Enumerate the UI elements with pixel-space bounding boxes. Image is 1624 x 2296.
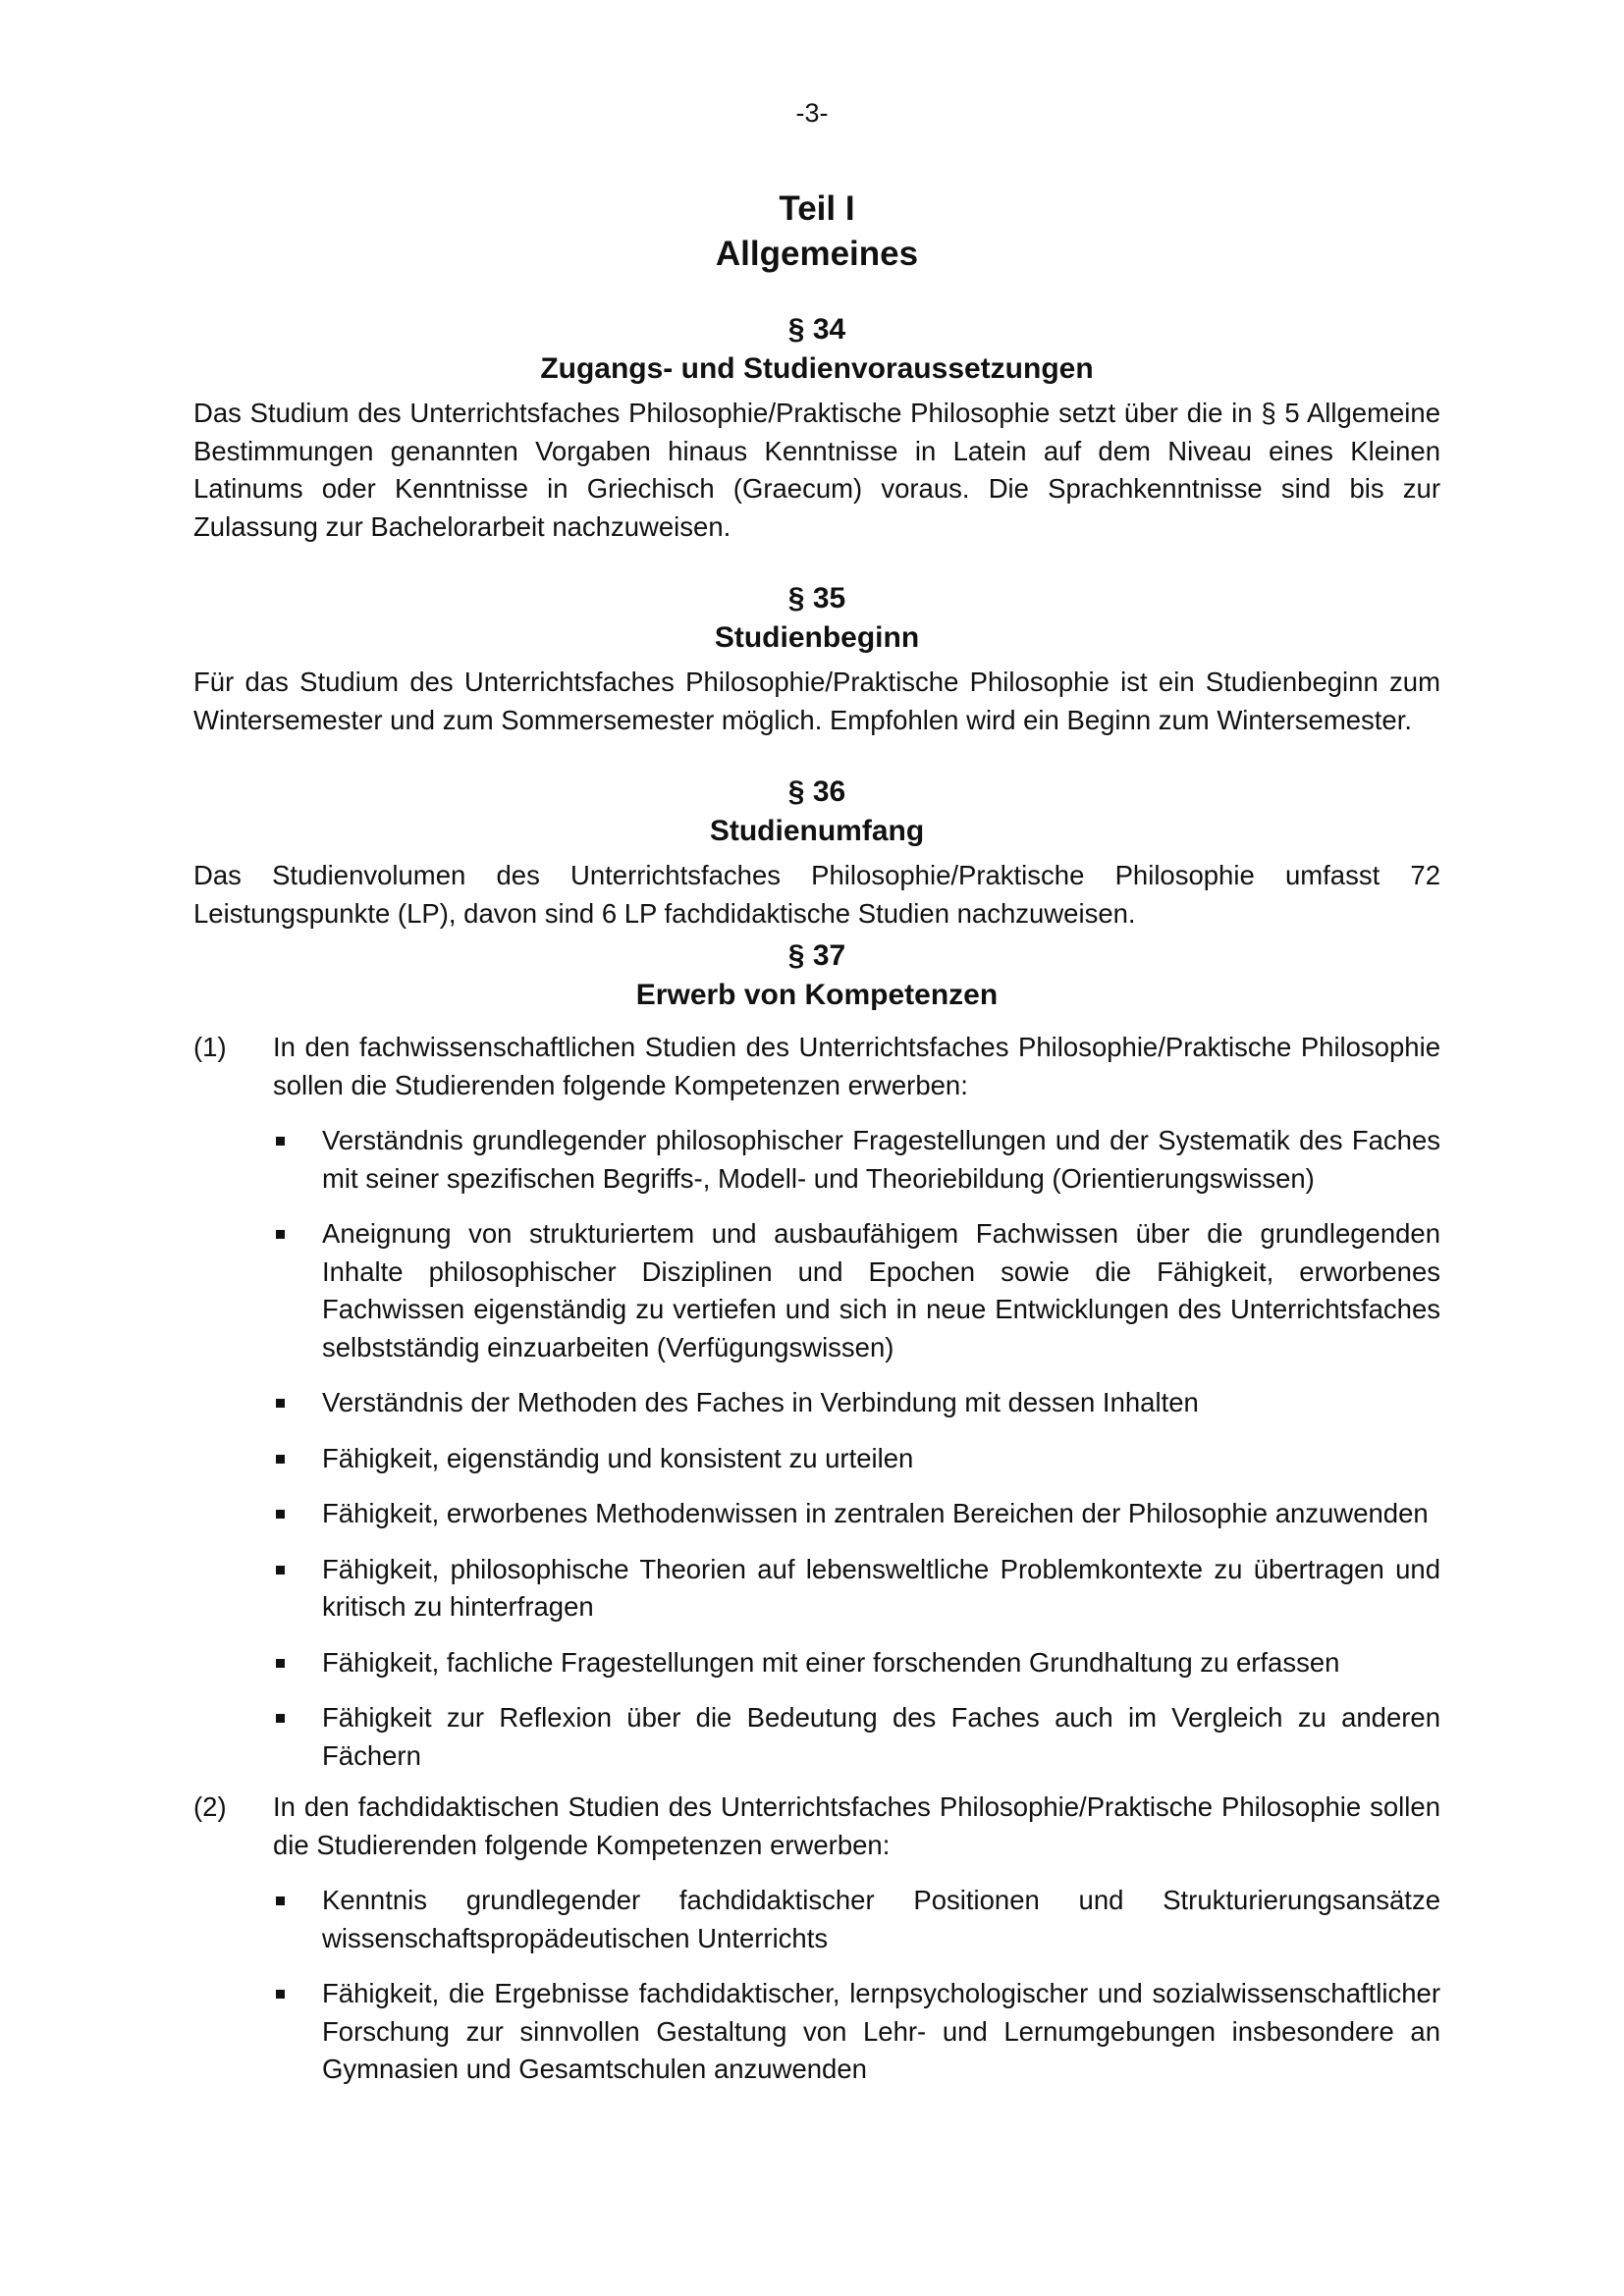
bullet-list [273,1882,1440,2089]
list-item-text: Fähigkeit, die Ergebnisse fachdidaktischer, lernpsychologischer und sozialwissenschaftlicher Forschung zur sinnvollen Gestaltung von Lehr- und Lernumgebungen insbesondere an Gymnasien und Gesamtschulen anzuwenden [322,1978,1440,2084]
section-number: § 35 [787,582,846,614]
section-number: § 36 [787,775,846,808]
square-bullet-icon [273,1551,322,1588]
list-item-text: Fähigkeit, eigenständig und konsistent zu urteilen [322,1442,914,1473]
square-bullet-icon [273,1384,322,1421]
list-item [273,1215,1440,1366]
list-item [273,1551,1440,1627]
section-title: Erwerb von Kompetenzen [635,979,999,1011]
list-item [273,1975,1440,2089]
square-bullet-icon [273,1440,322,1477]
section-text: Das Studium des Unterrichtsfaches Philosophie/Praktische Philosophie setzt über die in § 5 Allgemeine Bestimmungen genannten Vorgaben hinaus Kenntnisse in Latein auf dem Niveau eines Kleinen Latinums oder Kenntnisse in Griechisch (Graecum) voraus. Die Sprachkenntnisse sind bis zur Zulassung zur Bachelorarbeit nachzuweisen. [193,398,1440,542]
square-bullet-icon [273,1975,322,2012]
section-37 [193,936,1440,2089]
list-item-text: Fähigkeit zur Reflexion über die Bedeutung des Faches auch im Vergleich zu anderen Fächern [322,1702,1440,1771]
part-number: Teil I [779,189,855,228]
paragraph-label: (2) [193,1791,227,1822]
paragraph-label: (1) [193,1032,227,1062]
square-bullet-icon [273,1215,322,1253]
paragraph-text: In den fachwissenschaftlichen Studien des Unterrichtsfaches Philosophie/Praktische Philosophie sollen die Studierenden folgende Kompetenzen erwerben: [273,1032,1440,1100]
page-number: -3- [795,98,829,128]
list-item-text: Fähigkeit, erworbenes Methodenwissen in zentralen Bereichen der Philosophie anzuwenden [322,1498,1429,1528]
list-item-text: Fähigkeit, philosophische Theorien auf lebensweltliche Problemkontexte zu übertragen und kritisch zu hinterfragen [322,1553,1440,1622]
square-bullet-icon [273,1882,322,1919]
bullet-list [273,1122,1440,1775]
square-bullet-icon [273,1122,322,1159]
list-item-text: Fähigkeit, fachliche Fragestellungen mit einer forschenden Grundhaltung zu erfassen [322,1646,1340,1678]
list-item [273,1699,1440,1775]
paragraph-text: In den fachdidaktischen Studien des Unterrichtsfaches Philosophie/Praktische Philosophie sollen die Studierenden folgende Kompetenzen erwerben: [273,1791,1440,1860]
list-item-text: Verständnis grundlegender philosophischer Fragestellungen und der Systematik des Faches mit seiner spezifischen Begriffs-, Modell- und Theoriebildung (Orientierungswissen) [322,1125,1440,1194]
part-title: Allgemeines [715,235,919,273]
square-bullet-icon [273,1495,322,1532]
list-item-text: Kenntnis grundlegender fachdidaktischer Positionen und Strukturierungsansätze wissenschaftspropädeutischen Unterrichts [322,1885,1440,1953]
document-body [193,187,1440,2089]
list-item [273,1882,1440,1957]
numbered-paragraph-2 [193,1789,1440,2089]
list-item [273,1440,1440,1478]
section-34 [193,310,1440,546]
list-item [273,1644,1440,1682]
list-item-text: Aneignung von strukturiertem und ausbaufähigem Fachwissen über die grundlegenden Inhalte philosophischer Disziplinen und Epochen sowie die Fähigkeit, erworbenes Fachwissen eigenständig zu vertiefen und sich in neue Entwicklungen des Unterrichtsfaches selbstständig einzuarbeiten (Verfügungswissen) [322,1218,1440,1362]
section-number: § 37 [787,939,846,972]
section-text: Für das Studium des Unterrichtsfaches Philosophie/Praktische Philosophie ist ein Studienbeginn zum Wintersemester und zum Sommersemester möglich. Empfohlen wird ein Beginn zum Wintersemester. [193,667,1440,735]
list-item [273,1122,1440,1198]
section-35 [193,579,1440,739]
section-title: Studienbeginn [714,621,920,654]
section-title: Studienumfang [709,815,925,847]
square-bullet-icon [273,1699,322,1736]
square-bullet-icon [273,1644,322,1682]
section-36 [193,773,1440,933]
numbered-paragraph-1 [193,1029,1440,1775]
section-title: Zugangs- und Studienvoraussetzungen [540,352,1094,385]
list-item-text: Verständnis der Methoden des Faches in Verbindung mit dessen Inhalten [322,1387,1199,1417]
section-text: Das Studienvolumen des Unterrichtsfaches Philosophie/Praktische Philosophie umfasst 72 Leistungspunkte (LP), davon sind 6 LP fachdidaktische Studien nachzuweisen. [193,860,1440,929]
section-number: § 34 [787,313,846,346]
list-item [273,1495,1440,1533]
list-item [273,1384,1440,1422]
